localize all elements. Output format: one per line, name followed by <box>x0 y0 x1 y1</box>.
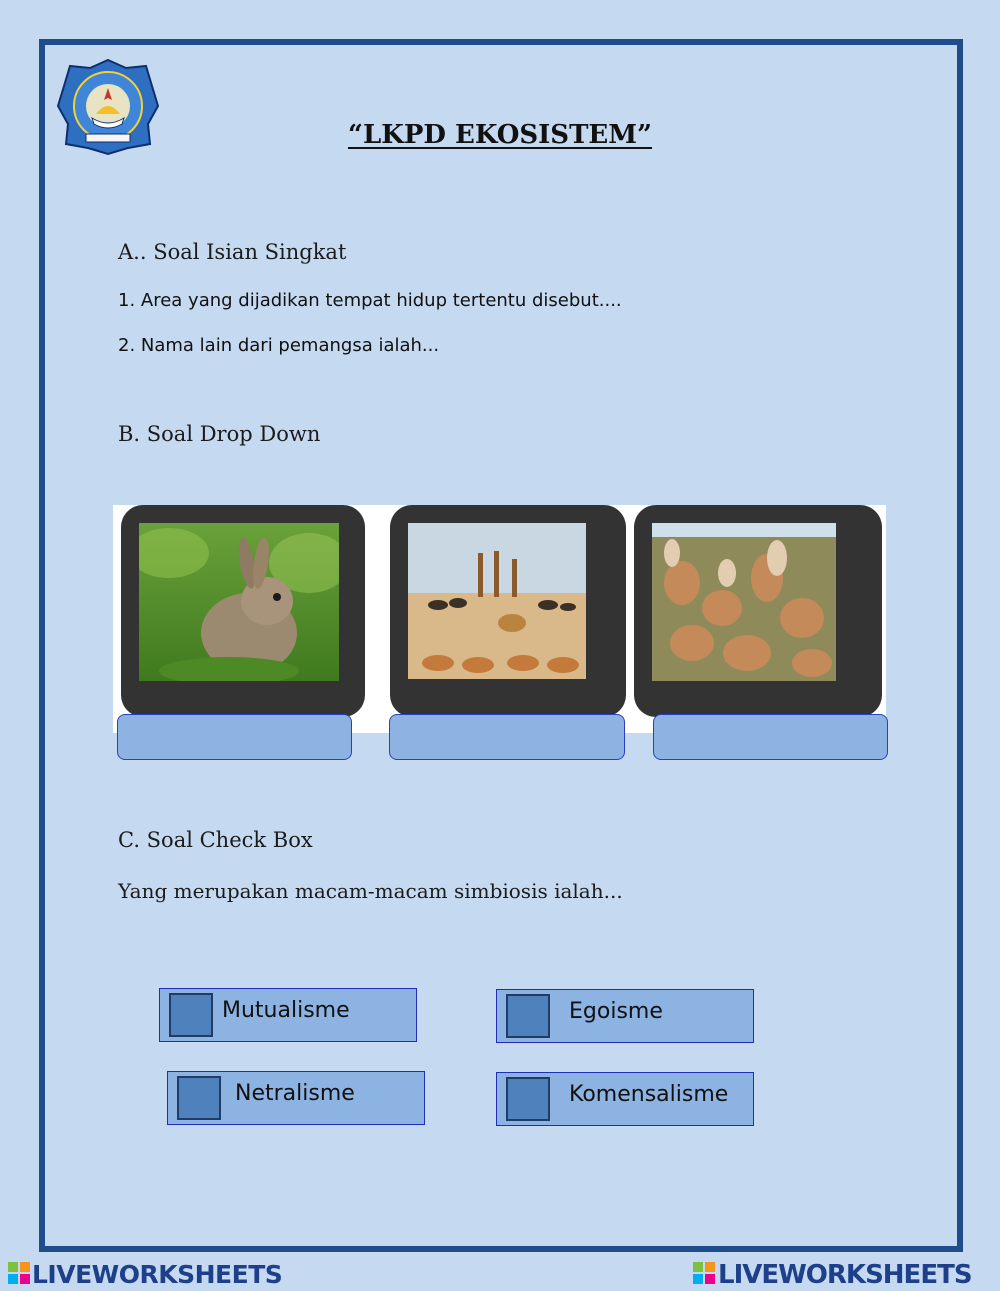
checkbox[interactable] <box>177 1076 221 1120</box>
brand-right: LIVEWORKSHEETS <box>718 1260 972 1290</box>
rabbit-photo <box>139 523 339 681</box>
checkbox[interactable] <box>506 994 550 1038</box>
question-2: 2. Nama lain dari pemangsa ialah... <box>118 335 440 356</box>
option-label: Egoisme <box>569 999 663 1024</box>
page-title: “LKPD EKOSISTEM” <box>348 120 652 150</box>
option-label: Komensalisme <box>569 1082 729 1107</box>
checkbox[interactable] <box>506 1077 550 1121</box>
liveworksheets-logo-icon <box>8 1262 30 1284</box>
brand-left: LIVEWORKSHEETS <box>32 1260 283 1289</box>
option-komensalisme[interactable] <box>496 1072 754 1126</box>
checkbox[interactable] <box>169 993 213 1037</box>
question-1: 1. Area yang dijadikan tempat hidup tertentu disebut.... <box>118 290 622 311</box>
section-a-heading: A.. Soal Isian Singkat <box>118 240 347 264</box>
option-mutualisme[interactable] <box>159 988 417 1042</box>
option-label: Netralisme <box>235 1081 355 1106</box>
dropdown-answer-2[interactable] <box>389 714 625 760</box>
section-c-question: Yang merupakan macam-macam simbiosis ialah... <box>118 879 623 903</box>
dropdown-answer-1[interactable] <box>117 714 352 760</box>
savanna-animals-photo <box>408 523 586 679</box>
section-c-heading: C. Soal Check Box <box>118 828 313 852</box>
option-netralisme[interactable] <box>167 1071 425 1125</box>
option-label: Mutualisme <box>222 998 350 1023</box>
liveworksheets-logo-icon <box>693 1262 715 1284</box>
section-b-heading: B. Soal Drop Down <box>118 422 321 446</box>
option-egoisme[interactable] <box>496 989 754 1043</box>
dropdown-answer-3[interactable] <box>653 714 888 760</box>
rabbit-group-photo <box>652 523 836 681</box>
